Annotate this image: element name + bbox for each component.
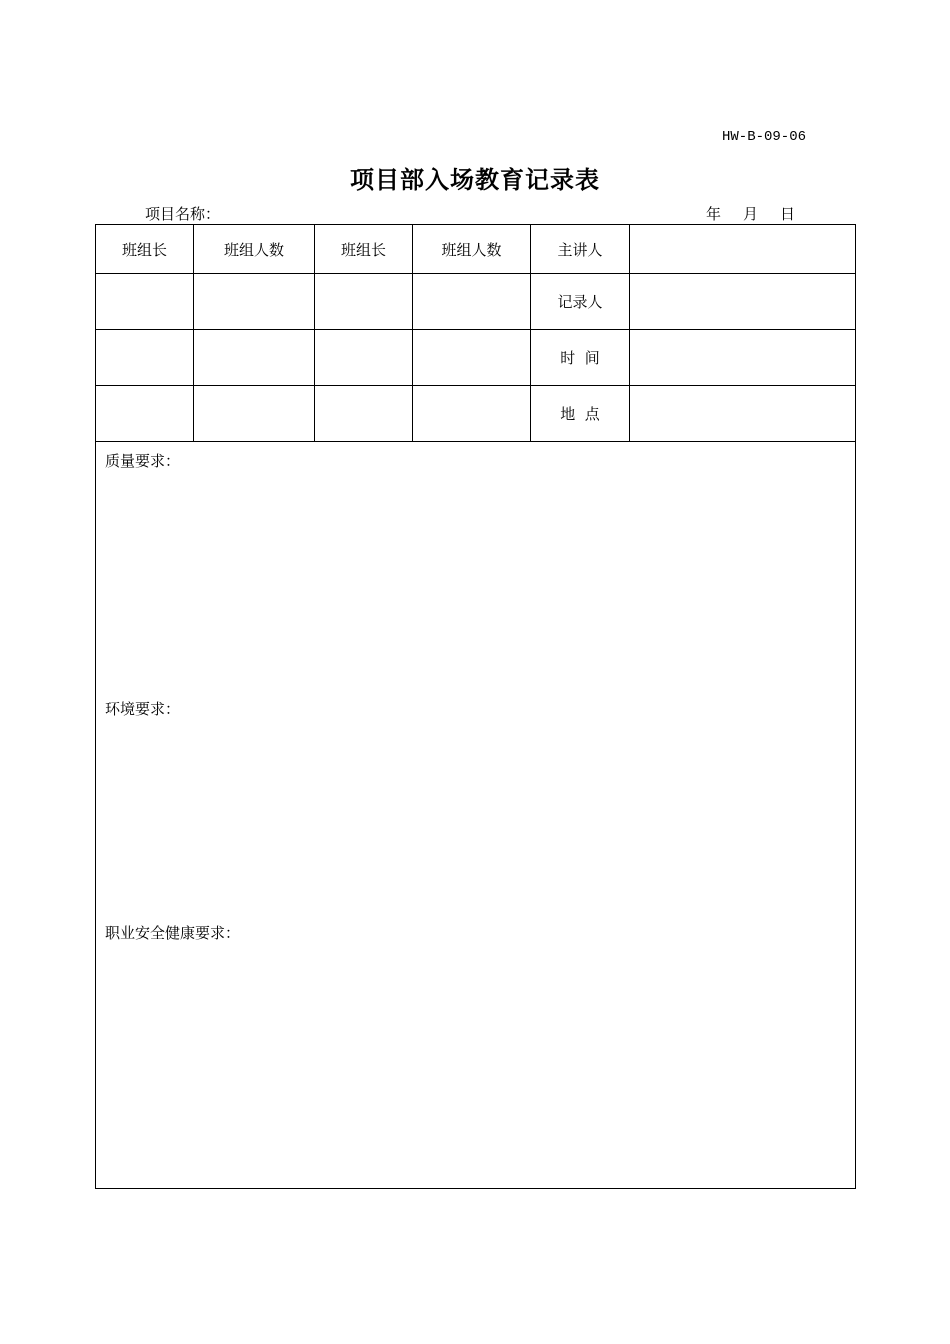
ohs-requirements-label: 职业安全健康要求： xyxy=(105,924,241,942)
team-leader-cell[interactable] xyxy=(96,330,194,386)
team-size-cell[interactable] xyxy=(194,330,315,386)
label-lecturer: 主讲人 xyxy=(531,225,630,274)
day-label: 日 xyxy=(780,205,796,223)
time-field[interactable] xyxy=(630,330,856,386)
location-field[interactable] xyxy=(630,386,856,442)
team-leader-cell[interactable] xyxy=(96,274,194,330)
project-name-label: 项目名称： xyxy=(145,205,221,223)
quality-requirements-label: 质量要求： xyxy=(105,452,181,470)
education-record-table xyxy=(95,224,856,1189)
header-team-leader-2: 班组长 xyxy=(315,225,413,274)
team-size-cell[interactable] xyxy=(194,274,315,330)
team-size-cell[interactable] xyxy=(413,330,531,386)
year-label: 年 xyxy=(706,205,722,223)
team-leader-cell[interactable] xyxy=(96,386,194,442)
team-leader-cell[interactable] xyxy=(315,274,413,330)
table-row xyxy=(96,386,856,442)
team-leader-cell[interactable] xyxy=(315,330,413,386)
environment-requirements-label: 环境要求： xyxy=(105,700,181,718)
team-size-cell[interactable] xyxy=(413,274,531,330)
date-field xyxy=(706,203,795,224)
requirements-area[interactable] xyxy=(96,442,856,1189)
table-header-row xyxy=(96,225,856,274)
label-time: 时 间 xyxy=(531,330,630,386)
label-recorder: 记录人 xyxy=(531,274,630,330)
recorder-field[interactable] xyxy=(630,274,856,330)
page-title: 项目部入场教育记录表 xyxy=(350,166,600,194)
header-team-size-1: 班组人数 xyxy=(194,225,315,274)
team-size-cell[interactable] xyxy=(413,386,531,442)
table-row xyxy=(96,274,856,330)
label-location: 地 点 xyxy=(531,386,630,442)
requirements-row xyxy=(96,442,856,1189)
header-team-leader-1: 班组长 xyxy=(96,225,194,274)
month-label: 月 xyxy=(743,205,759,223)
table-row xyxy=(96,330,856,386)
header-team-size-2: 班组人数 xyxy=(413,225,531,274)
document-code: HW-B-09-06 xyxy=(721,129,806,145)
team-size-cell[interactable] xyxy=(194,386,315,442)
team-leader-cell[interactable] xyxy=(315,386,413,442)
lecturer-field[interactable] xyxy=(630,225,856,274)
